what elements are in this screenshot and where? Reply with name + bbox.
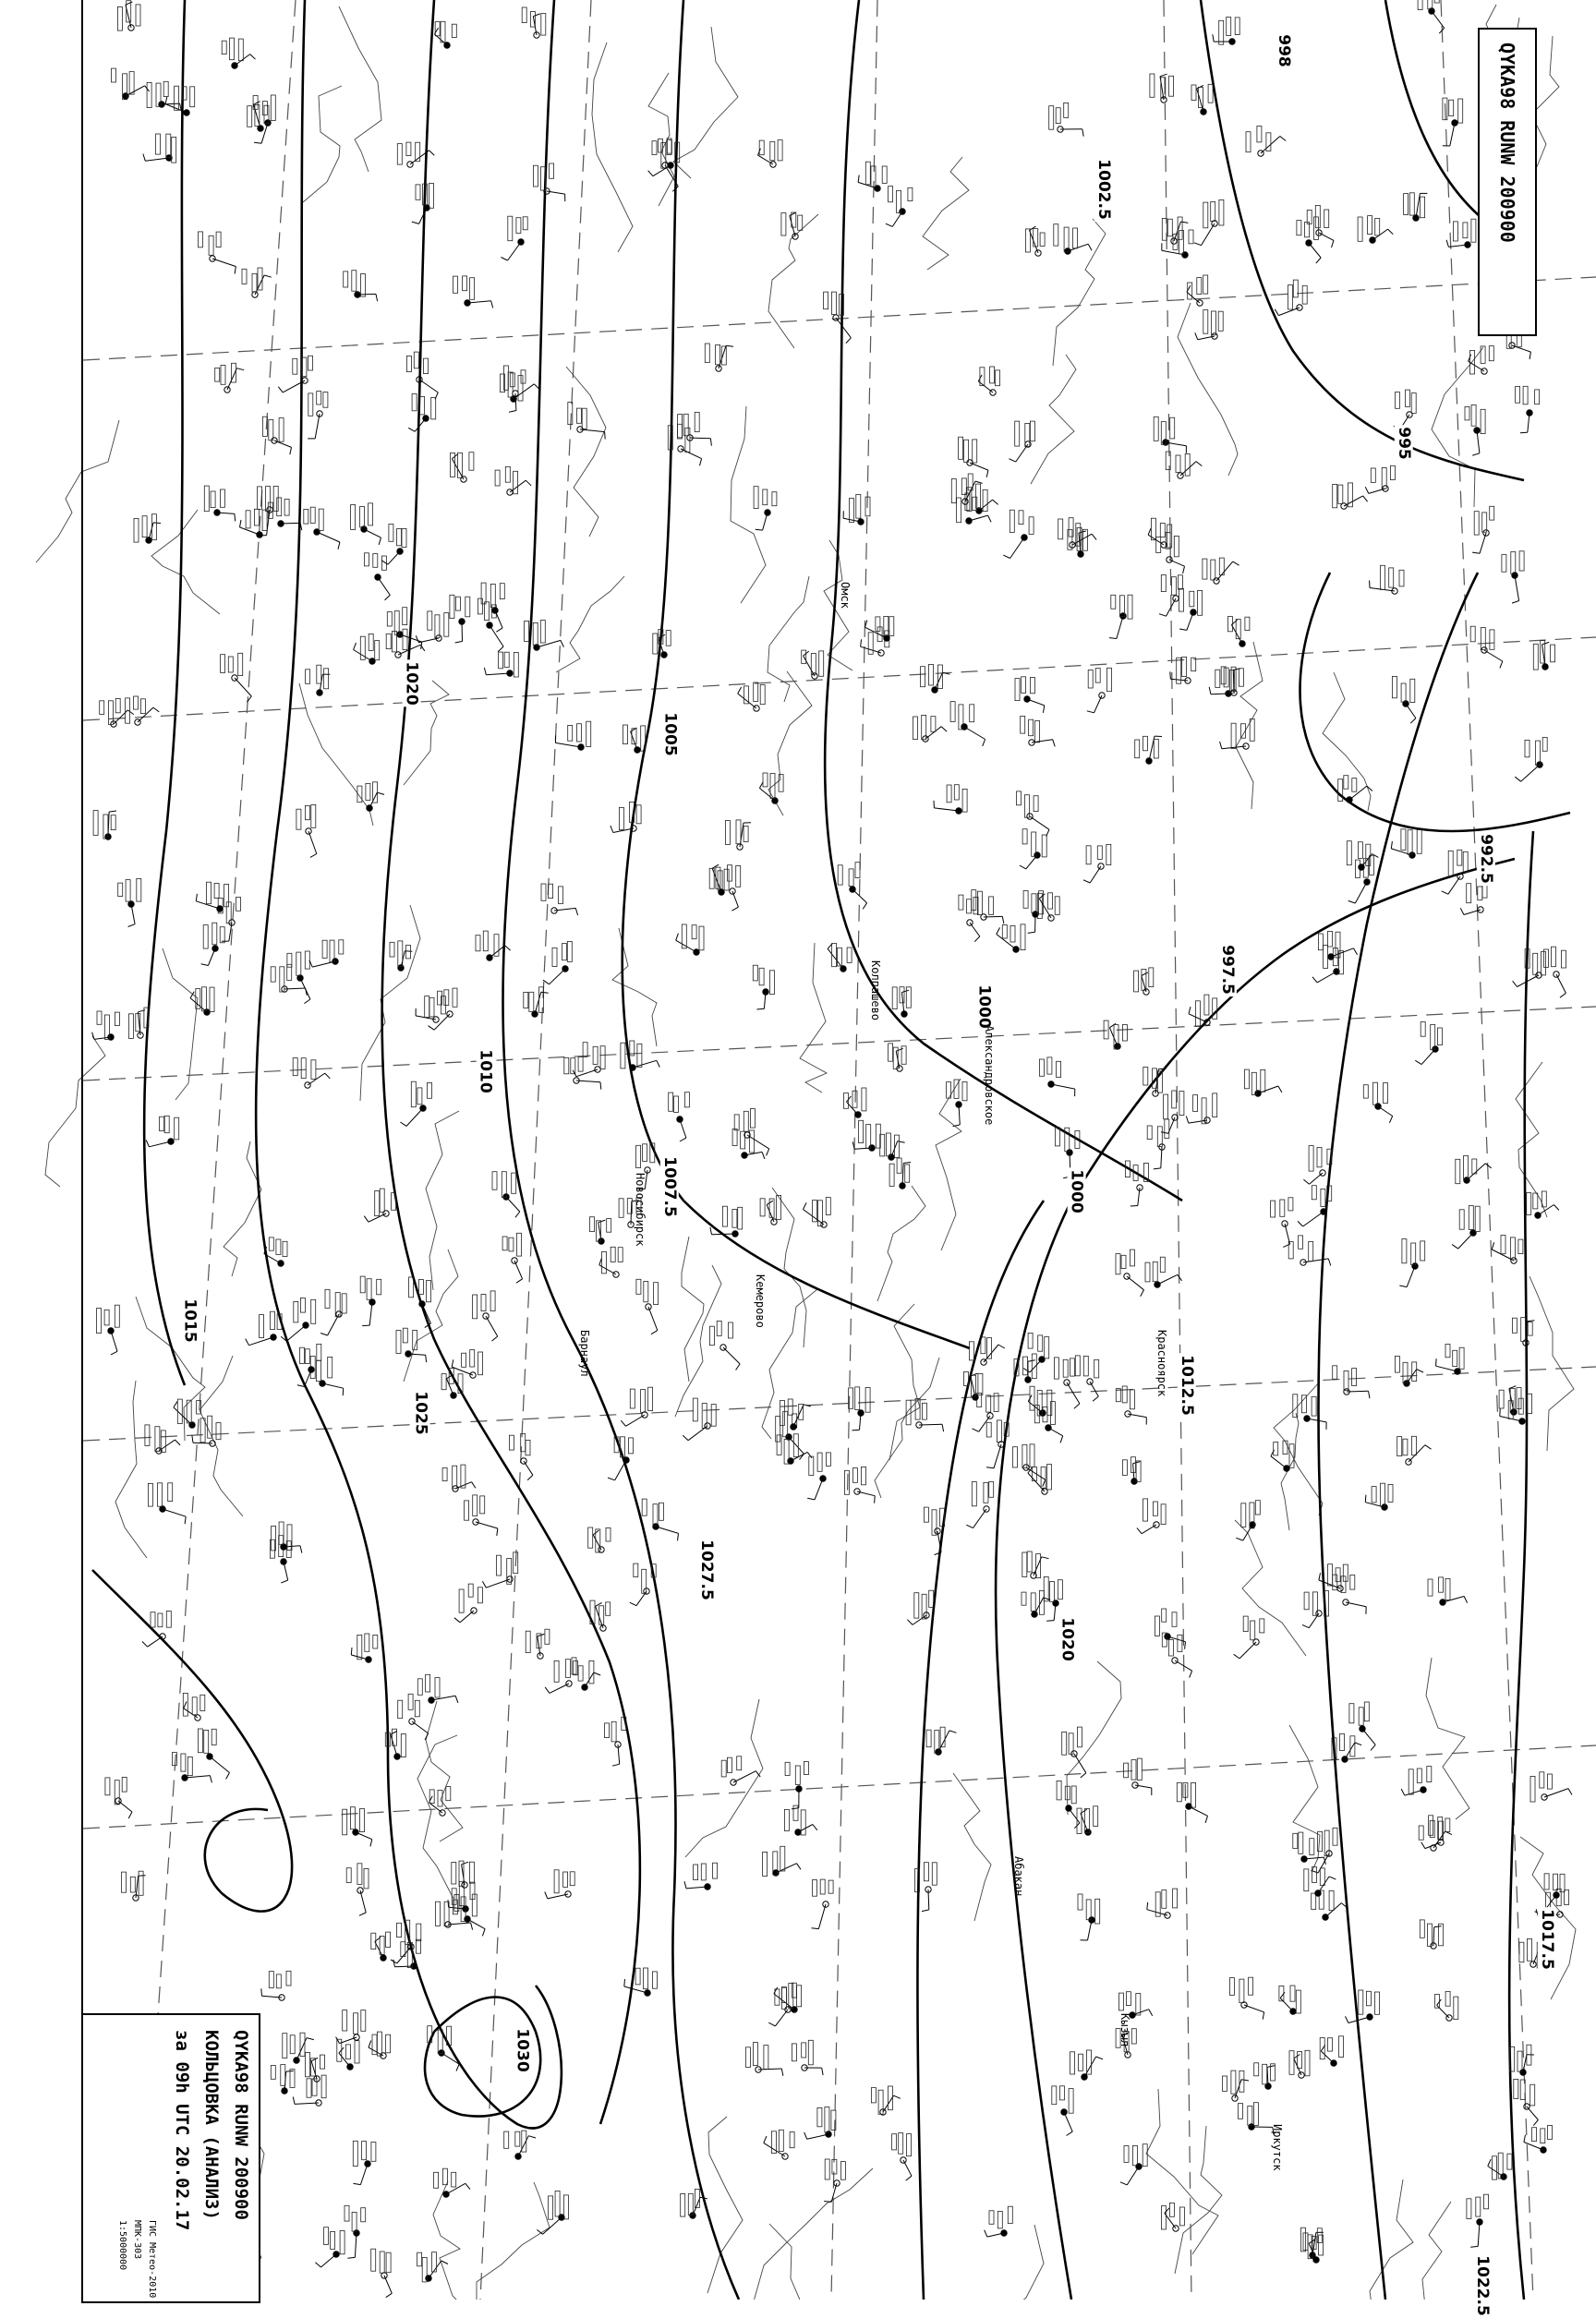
- map-frame: [81, 0, 1596, 2300]
- isobar-label: 1027.5: [697, 1538, 716, 1602]
- place-label: Кызыл: [1118, 2013, 1131, 2046]
- isobar-label: 1002.5: [1094, 157, 1113, 222]
- isobar-label: 1022.5: [1473, 2253, 1492, 2318]
- isobar-label: 1025: [412, 1389, 430, 1436]
- isobar-label: 1012.5: [1178, 1353, 1196, 1418]
- place-label: Кемерово: [754, 1274, 767, 1328]
- header-code-box: [1478, 28, 1537, 336]
- isobar-label: 1020: [1058, 1615, 1077, 1662]
- place-label: Колпашево: [869, 960, 882, 1020]
- legend-sheet: МПК-303: [132, 2220, 142, 2259]
- isobar-label: 998: [1275, 32, 1293, 69]
- isobar-label: 1020: [403, 659, 421, 706]
- legend-chart-name: КОЛЬЦОВКА (АНАЛИЗ): [201, 2030, 222, 2220]
- place-label: Абакан: [1012, 1856, 1025, 1896]
- isobar-label: 1000: [1068, 1167, 1086, 1214]
- isobar-label: 997.5: [1218, 943, 1237, 996]
- place-label: Александровское: [983, 1025, 996, 1125]
- header-code: QYKA98 RUNW 200900: [1496, 42, 1518, 243]
- isobar-label: 1010: [477, 1047, 495, 1094]
- legend-scale: 1:5000000: [117, 2220, 127, 2270]
- place-label: Омск: [839, 582, 852, 609]
- isobar-label: 1000: [975, 983, 994, 1030]
- isobar-label: 1007.5: [660, 1154, 679, 1219]
- place-label: Новосибирск: [634, 1173, 647, 1246]
- isobar-label: 992.5: [1477, 832, 1495, 886]
- isobar-label: 995: [1395, 425, 1413, 462]
- chart-legend: [81, 2013, 260, 2303]
- place-label: Иркутск: [1271, 2124, 1284, 2171]
- place-label: Барнаул: [578, 1330, 591, 1377]
- isobar-label: 1005: [661, 710, 680, 757]
- isobar-label: 1017.5: [1538, 1907, 1556, 1972]
- place-label: Красноярск: [1155, 1330, 1168, 1396]
- legend-producer: ГИС Метео-2010: [147, 2220, 157, 2298]
- legend-code: QYKA98 RUNW 200900: [231, 2030, 251, 2220]
- legend-valid-time: за 09h UTC 20.02.17: [172, 2030, 192, 2230]
- isobar-label: 1030: [514, 2026, 532, 2073]
- isobar-label: 1015: [181, 1297, 200, 1344]
